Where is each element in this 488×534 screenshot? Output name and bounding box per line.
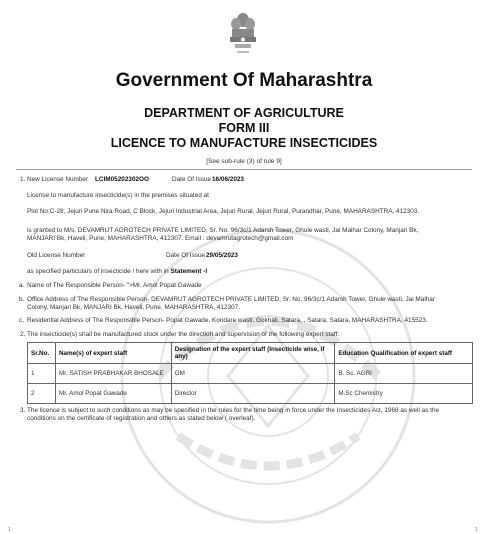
item-2-number: 2.	[20, 331, 26, 338]
cell-designation: GM	[171, 364, 335, 384]
national-emblem-icon	[226, 10, 260, 58]
premises-address: Plot No.C-28, Jejuri Pune Nira Road, C Block, Jejuri Industrial Area, Jejuri Rural, Jejuri Rural, Purandhar, Pune, MAHARASHTRA, 412303.	[27, 208, 420, 215]
cell-qualification: M.Sc Chemistry	[335, 384, 473, 404]
responsible-person-name: Name of The Responsible Person- ">Mr. Amol Popat Gawade	[27, 282, 202, 289]
cell-name: Mr. SATISH PRABHAKAR BHOSALE	[55, 364, 171, 384]
cell-sr-no: 2	[28, 384, 56, 404]
new-license-value: LCIM05202302OO	[95, 176, 149, 183]
expert-staff-intro: The insecticide(s) shall be manufactured stock under the direction and supervision of the following expert staff:	[27, 331, 340, 338]
conditions-line-1: The licence is subject to such conditions as may be specified in the rules for the time being in force under the Insecticides Act, 1968 as well as the	[27, 407, 440, 414]
cell-qualification: B. Sc. AGRI	[335, 364, 473, 384]
item-1-number: 1.	[20, 176, 26, 183]
cell-sr-no: 1	[28, 364, 56, 384]
office-address-line-1: Office Address of The Responsible Person- DEVAMRUT AGROTECH PRIVATE LIMITED, Sr. No. 96/3c/1 Adarsh Tower, Ghule wasti, Jai Malhar	[27, 296, 435, 303]
cell-name: Mr. Amol Popat Gawade	[55, 384, 171, 404]
new-license-label: New License Number	[27, 176, 89, 183]
table-row	[28, 364, 473, 384]
item-3-number: 3.	[20, 407, 26, 414]
form-number: FORM III	[218, 121, 270, 135]
header-divider	[16, 169, 472, 170]
item-b-letter: b.	[19, 296, 25, 303]
item-c-letter: c.	[19, 317, 24, 324]
expert-staff-table	[27, 342, 473, 404]
footer-mark-right: 1	[475, 527, 478, 533]
sub-rule-reference: [See sub-rule (3) of rule 9]	[206, 158, 282, 165]
department-name: DEPARTMENT OF AGRICULTURE	[144, 106, 344, 120]
office-address-line-2: Colony, Manjari Bk, MANJARI Bk, Haveli, Pune, MAHARASHTRA, 412307.	[27, 304, 240, 311]
old-license-label: Old License Number	[27, 252, 86, 259]
header-qualification: Education Qualification of expert staff	[335, 343, 473, 364]
residential-address: Residential Address of The Responsible Person- Popat Gawade, Kondare wasti, Gokhali, Satara, , Satara, Satara, MAHARASHTRA, 415523.	[27, 317, 428, 324]
table-row	[28, 384, 473, 404]
table-header-row	[28, 343, 473, 364]
item-a-letter: a.	[19, 282, 25, 289]
date-of-issue-label: Date Of Issue	[172, 176, 212, 183]
date-of-issue-value: 16/06/2023	[212, 176, 244, 183]
conditions-line-2: conditions on the certificate of registration and others as stated below ( overleaf).	[27, 415, 256, 422]
department-heading	[0, 106, 488, 151]
header-name: Name(s) of expert staff	[55, 343, 171, 364]
license-statement: License to manufacture insecticide(s) in the premises situated at	[27, 192, 209, 199]
granted-to-line-1: is granted to M/s. DEVAMRUT AGROTECH PRIVATE LIMITED, Sr. No. 96/3c/1 Adarsh Tower, Ghule wasti, Jai Malhar Colony, Manjari Bk,	[27, 227, 419, 234]
header-designation: Designation of the expert staff (Insecticide wise, if any)	[171, 343, 335, 364]
licence-title: LICENCE TO MANUFACTURE INSECTICIDES	[110, 136, 378, 150]
particulars-line: as specified particulars of insecticide / here with in Statement -I	[27, 268, 208, 275]
header-sr-no: Sr.No.	[28, 343, 56, 364]
old-date-label: Date Of Issue	[166, 252, 206, 259]
cell-designation: Director	[171, 384, 335, 404]
granted-to-line-2: MANJARI Bk, Haveli, Pune, MAHARASHTRA, 412307. Email : devamrutagrotech@gmail.com	[27, 235, 294, 242]
footer-mark-left: 1	[8, 527, 11, 533]
old-date-value: 29/05/2023	[206, 252, 238, 259]
government-title: Government Of Maharashtra	[115, 70, 373, 91]
